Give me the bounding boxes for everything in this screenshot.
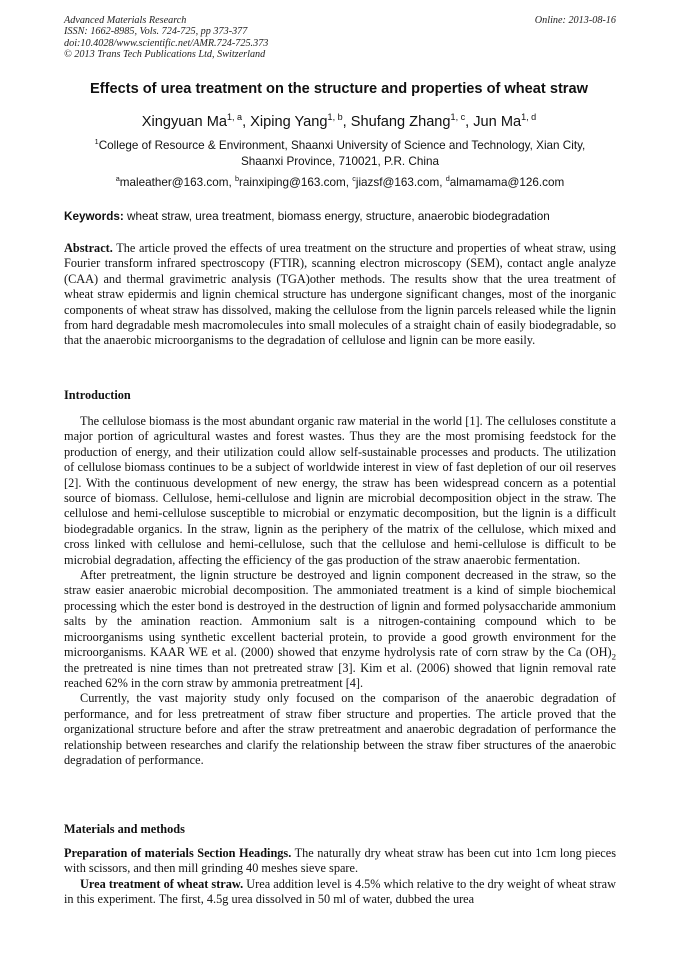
paragraph-text: Urea addition level is 4.5% which relative to the dry weight of wheat straw in this experiment. The first, 4.5g urea dissolved in 50 ml of water, dubbed the urea: [64, 876, 616, 907]
affiliation-line-1: College of Resource & Environment, Shaanxi University of Science and Technology, Xian City,: [98, 139, 586, 152]
methods-body: [64, 846, 616, 908]
author-name: Shufang Zhang: [350, 114, 451, 130]
paragraph-text: the pretreated is nine times than not pretreated straw [3]. Kim et al. (2006) showed that lignin removal rate reached 62% in the corn straw by ammonia pretreatment [4].: [64, 660, 616, 690]
methods-heading: Materials and methods: [64, 822, 185, 836]
paragraph: [64, 568, 616, 691]
journal-copyright: © 2013 Trans Tech Publications Ltd, Switzerland: [64, 49, 266, 61]
affiliation: [64, 138, 616, 169]
introduction-heading: Introduction: [64, 388, 131, 402]
keywords-text: wheat straw, urea treatment, biomass energy, structure, anaerobic biodegradation: [127, 210, 550, 223]
paragraph: Currently, the vast majority study only focused on the comparison of the anaerobic degradation of performance, and for less pretreatment of straw fiber structure and properties. The article proved that the organizational structure before and after the straw pretreatment and anaerobic degradation of performance the relationship between researches and clarify the relationship between the straw fiber structures of the anaerobic degradation of performance.: [64, 691, 616, 767]
paragraph: The cellulose biomass is the most abundant organic raw material in the world [1]. The celluloses constitute a major portion of agricultural wastes and forest wastes. Thus they are the most promising feedstock for the production of energy, and their utilization could allow self-sustainable processes and products. The utilization of cellulose biomass continues to be a subject of worldwide interest in view of fast depletion of our oil reserves [2]. With the continuous development of new energy, the straw has been widespread concern as a potential source of biomass. Cellulose, hemi-cellulose and lignin are microbial decomposition object in the straw. The cellulose and hemi-cellulose susceptible to microbial or enzymatic decomposition, but the lignin is a difficult biodegradable organics. In the straw, lignin as the periphery of the matrix of the cellulose, which mixed and cross linked with cellulose and hemi-cellulose, such that the cellulose and hemi-cellulose is difficult to be microbial degradation, affecting the efficiency of the gas production of the straw anaerobic fermentation.: [64, 414, 616, 567]
author-sup: 1, a: [226, 112, 243, 123]
abstract-label: Abstract.: [64, 241, 113, 255]
paper-title: Effects of urea treatment on the structure and properties of wheat straw: [90, 81, 588, 97]
keywords: [64, 209, 616, 224]
email-sup: a: [115, 174, 120, 184]
journal-header: [64, 15, 616, 61]
author-name: Xiping Yang: [250, 114, 328, 130]
email-list: $^a$maleather@163.com, $^b$rainxiping@163.com, $^c$jiazsf@163.com, $^d$almamama@126.com: [115, 174, 565, 189]
subsection-label: Urea treatment of wheat straw.: [80, 876, 244, 891]
subsection-label: Preparation of materials Section Headings.: [64, 846, 292, 860]
abstract-text: The article proved the effects of urea treatment on the structure and properties of wheat straw, using Fourier transform infrared spectroscopy (FTIR), scanning electron microscopy (SEM), contact angle analyze (CAA) and thermal gravimetric analysis (TGA)other methods. The results show that the urea treatment of wheat straw epidermis and lignin chemical structure has undergone significant changes, most of the inorganic components of wheat straw has dissolved, making the cellulose from the lignin parcels released while the lignin from hard degradable mesh macromolecules into small molecules of a straight chain of easily biodegradable, so that the anaerobic microorganisms to the degradation of cellulose and lignin can be more easily.: [64, 241, 616, 348]
email-link[interactable]: almamama@126.com: [449, 176, 565, 189]
keywords-label: Keywords:: [64, 210, 124, 223]
email-sup: b: [234, 174, 240, 184]
email-link[interactable]: jiazsf@163.com: [355, 176, 440, 189]
introduction-body: [64, 414, 616, 768]
paragraph: [64, 846, 616, 877]
author-sup: 1, c: [450, 112, 466, 123]
paragraph: [64, 877, 616, 908]
author-list: Xingyuan Ma$^{1, a}$, Xiping Yang$^{1, b}$, Shufang Zhang$^{1, c}$, Jun Ma$^{1, d}$: [141, 112, 537, 130]
author-sup: 1, d: [521, 112, 537, 123]
abstract: [64, 241, 616, 349]
email-link[interactable]: rainxiping@163.com: [239, 176, 346, 189]
email-sup: c: [352, 174, 356, 184]
email-link[interactable]: maleather@163.com: [119, 176, 229, 189]
author-name: Xingyuan Ma: [141, 114, 227, 130]
affiliation-line-2: Shaanxi Province, 710021, P.R. China: [241, 154, 439, 168]
online-date: Online: 2013-08-16: [534, 15, 616, 26]
journal-doi: doi:10.4028/www.scientific.net/AMR.724-725.373: [64, 37, 269, 49]
paragraph-text: After pretreatment, the lignin structure be destroyed and lignin component decreased in the straw, so the straw easier anaerobic microbial decomposition. The ammoniated treatment is a kind of simple biochemical processing which the ester bond is destroyed in the destruction of lignin and formed polysaccharide ammonium salts by the amination reaction. Ammonium salt is a nitrogen-containing compound which to be microorganisms using synthetic excellent bacterial protein, to provide a good growth environment for the microorganisms. KAAR WE et al. (2000) showed that enzyme hydrolysis rate of corn straw by the Ca (OH): [64, 568, 616, 660]
author-sup: 1, b: [327, 112, 343, 123]
journal-issn: ISSN: 1662-8985, Vols. 724-725, pp 373-377: [64, 26, 248, 38]
email-sup: d: [445, 174, 450, 184]
subscript: 2: [611, 651, 616, 662]
journal-name: Advanced Materials Research: [64, 15, 187, 26]
author-name: Jun Ma: [473, 114, 522, 130]
affiliation-sup: 1: [94, 137, 99, 147]
paragraph-text: The naturally dry wheat straw has been cut into 1cm long pieces with scissors, and then mill grinding 40 meshes sieve spare.: [64, 846, 616, 876]
